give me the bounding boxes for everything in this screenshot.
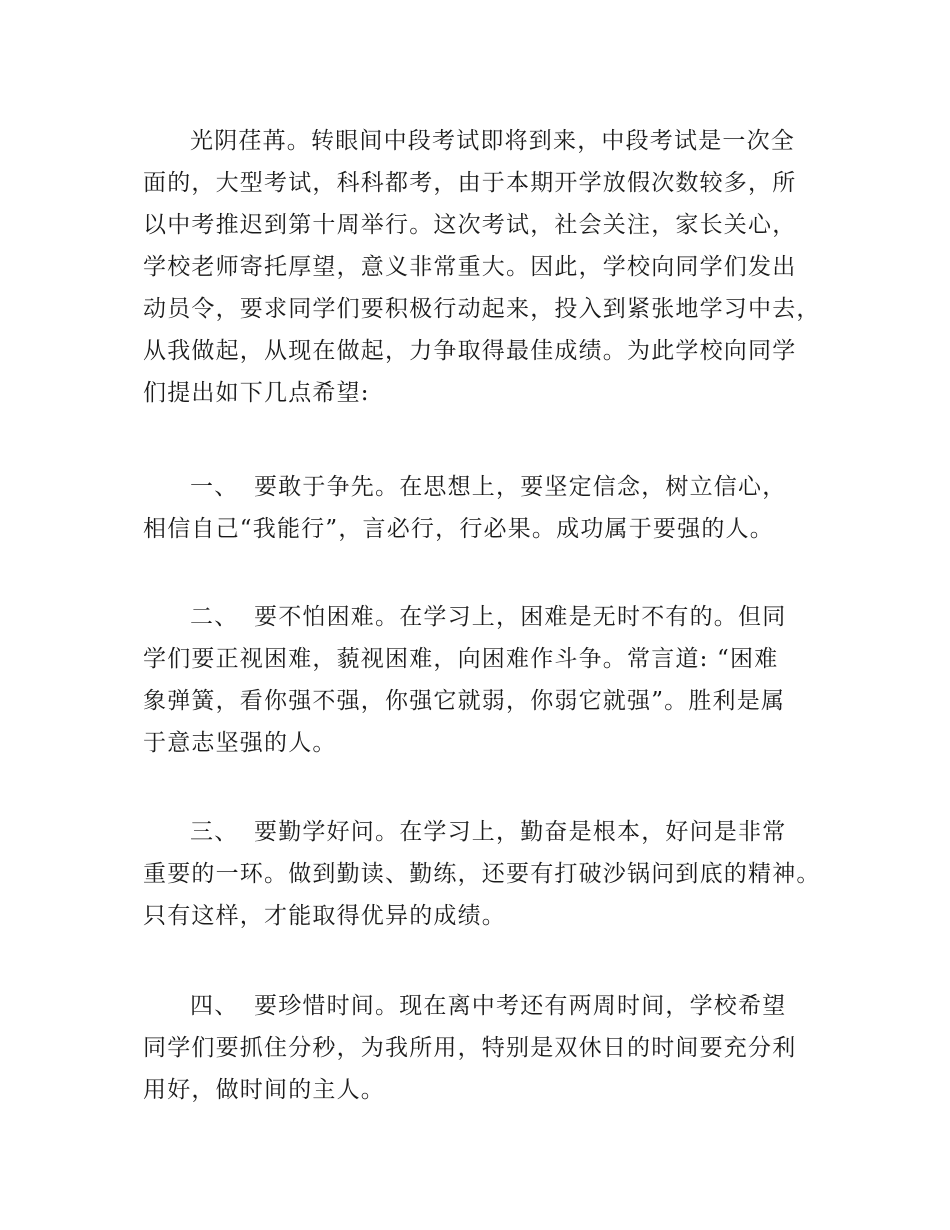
- point-line: 相信自己“我能行”，言必行，行必果。成功属于要强的人。: [143, 516, 774, 542]
- point-first-line: [190, 991, 786, 1021]
- point-first-line: [190, 602, 786, 632]
- point-text: 要珍惜时间。现在离中考还有两周时间，学校希望: [254, 993, 787, 1019]
- point-line: 只有这样，才能取得优异的成绩。: [143, 903, 506, 929]
- point-text: 要敢于争先。在思想上，要坚定信念，树立信心，: [254, 474, 787, 500]
- point-line: 学们要正视困难，藐视困难，向困难作斗争。常言道: “困难: [143, 646, 779, 672]
- point-text: 要勤学好问。在学习上，勤奋是根本，好问是非常: [254, 819, 787, 845]
- point-number: 四、: [190, 993, 239, 1019]
- intro-line: 以中考推迟到第十周举行。这次考试，社会关注，家长关心，: [143, 212, 797, 238]
- point-number: 三、: [190, 819, 239, 845]
- point-line: 于意志坚强的人。: [143, 730, 337, 756]
- point-number: 二、: [190, 604, 239, 630]
- intro-line: 面的，大型考试，科科都考，由于本期开学放假次数较多，所: [143, 170, 797, 196]
- point-text: 要不怕困难。在学习上，困难是无时不有的。但同: [254, 604, 787, 630]
- point-line: 象弹簧，看你强不强，你强它就弱，你弱它就强”。胜利是属: [143, 688, 786, 714]
- point-first-line: [190, 817, 786, 847]
- intro-line: 光阴荏苒。转眼间中段考试即将到来，中段考试是一次全: [190, 128, 795, 154]
- point-line: 重要的一环。做到勤读、勤练，还要有打破沙锅问到底的精神。: [143, 861, 821, 887]
- point-line: 同学们要抓住分秒，为我所用，特别是双休日的时间要充分利: [143, 1035, 797, 1061]
- point-first-line: [190, 472, 786, 502]
- point-number: 一、: [190, 474, 239, 500]
- intro-line: 们提出如下几点希望:: [143, 380, 370, 406]
- intro-line: 从我做起，从现在做起，力争取得最佳成绩。为此学校向同学: [143, 338, 797, 364]
- intro-line: 学校老师寄托厚望，意义非常重大。因此，学校向同学们发出: [143, 254, 797, 280]
- intro-line: 动员令，要求同学们要积极行动起来，投入到紧张地学习中去，: [143, 296, 821, 322]
- point-line: 用好，做时间的主人。: [143, 1077, 385, 1103]
